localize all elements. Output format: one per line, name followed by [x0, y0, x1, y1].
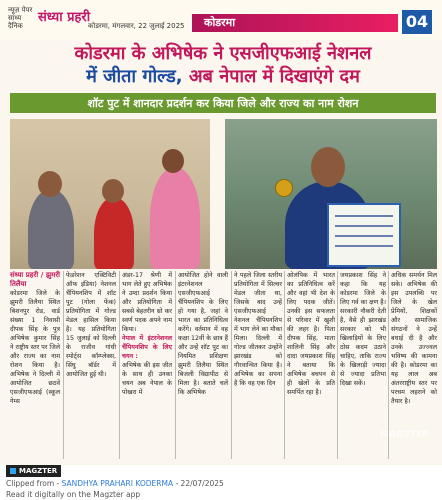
clip-prefix: Clipped from - [6, 479, 62, 488]
column-3b-text: अभिषेक की इस जीत के साथ ही उनका चयन अब नेपाल के पोखरा में [122, 362, 172, 396]
column-3-text: अंडर-17 श्रेणी में भाग लेते हुए अभिषेक ने उम्दा प्रदर्शन किया और प्रतियोगिता में सबसे बेहतरीन थ्रो कर स्वर्ण पदक अपने नाम किया। [122, 272, 172, 333]
person-left-head [38, 171, 62, 197]
masthead [8, 6, 188, 32]
section-bar [192, 14, 398, 32]
athlete-photo [225, 119, 437, 269]
magzter-logo-icon [10, 468, 16, 474]
magzter-brand: MAGZTER [19, 467, 58, 475]
article-column-2: फेडरेशन एक्टिविटी ऑफ इंडिया) नेशनल चैंपियनशिप में शॉट पुट (गोला फेंक) प्रतियोगिता में गोल्ड मेडल हासिल किया है। यह प्रतियोगिता 15 जुलाई को दिल्ली के राजीव गांधी स्पोर्ट्स कॉम्प्लेक्स, सिंघु बॉर्डर में आयोजित हुई थी। [66, 272, 116, 378]
article-column-5: ने पहले जिला स्तरीय प्रतियोगिता में सिल्वर मेडल जीता था, जिसके बाद उन्हें एसजीएफआई नेशनल चैंपियनशिप में भाग लेने का मौका मिला। दिल्ली में गोल्ड जीतकर उन्होंने झारखंड को गौरवान्वित किया है। अभिषेक का सपना है कि वह एक दिन [234, 272, 282, 387]
clip-info [6, 479, 224, 488]
clip-source-link[interactable]: SANDHYA PRAHARI KODERMA [61, 479, 174, 488]
masthead-name: संध्या प्रहरी [38, 10, 91, 25]
watermark: MAGZTER [380, 430, 430, 440]
clip-date: - 22/07/2025 [173, 479, 224, 488]
column-divider [231, 271, 232, 459]
headline-part-b: अब नेपाल में दिखाएंगे दम [182, 66, 360, 87]
article-column-6: ओलंपिक में भारत का प्रतिनिधित्व करें और वहां भी देश के लिए पदक जीतें। उनकी इस सफलता से परिवार में खुशी की लहर है। पिता दीपक सिंह, माता शालिनी सिंह और दादा जयप्रकाश सिंह ने बताया कि अभिषेक बचपन से ही खेलों के प्रति समर्पित रहा है। [287, 272, 335, 396]
subheadline: शॉट पुट में शानदार प्रदर्शन कर किया जिले और राज्य का नाम रोशन [87, 97, 359, 110]
page-number: 04 [402, 10, 432, 34]
person-woman [150, 167, 200, 269]
headline-line-2 [10, 66, 436, 88]
article-column-3 [122, 271, 172, 397]
column-divider [175, 271, 176, 459]
certificate-image [327, 203, 401, 267]
section-label: कोडरमा [204, 16, 236, 29]
person-left [28, 189, 74, 269]
person-athlete-head [102, 179, 124, 203]
person-athlete [94, 197, 134, 269]
magzter-logo[interactable] [6, 465, 61, 477]
headline-line-1: कोडरमा के अभिषेक ने एसजीएफआई नेशनल [74, 43, 372, 64]
column-1-text: कोडरमा जिले के झुमरी तिलैया स्थित बिशनपुर रोड, वार्ड संख्या 1 निवासी दीपक सिंह के पुत्र अभिषेक कुमार सिंह ने राष्ट्रीय स्तर पर जिले और राज्य का नाम रोशन किया है। अभिषेक ने दिल्ली में आयोजित छठवें एसजीएफआई (स्कूल गेम्स [10, 290, 61, 405]
athlete-head [311, 147, 345, 187]
clip-footer [0, 465, 442, 500]
article-column-4: आयोजित होने वाली इंटरनेशनल एसजीएफआई चैंपियनशिप के लिए हो गया है, जहां वे भारत का प्रतिनिधित्व करेंगे। वर्तमान में वह कक्षा 12वीं के छात्र हैं और उन्हें शॉट पुट का नियमित प्रशिक्षण झुमरी तिलैया स्थित बिजली विद्यापीठ से मिला है। बताते चलें कि अभिषेक [178, 272, 228, 396]
column-divider [337, 271, 338, 459]
article-column-1 [10, 271, 60, 406]
subheadline-bar [10, 93, 436, 113]
person-woman-head [162, 149, 184, 173]
headline-part-a: में जीता गोल्ड, [86, 66, 183, 87]
article-column-7: जयप्रकाश सिंह ने कहा कि यह कोडरमा जिले के लिए गर्व का क्षण है। सरकारी नौकरी देती है, वैसे ही झारखंड सरकार को भी खिलाड़ियों के लिए ठोस कदम उठाने चाहिए, ताकि राज्य के खिलाड़ी ज्यादा से ज्यादा प्रतिभा दिखा सकें। [340, 272, 386, 387]
column-divider [63, 271, 64, 459]
column-divider [119, 271, 120, 459]
byline: संध्या प्रहरी / झुमरी तिलैया [10, 271, 60, 288]
medal-icon [275, 179, 293, 197]
column-divider [284, 271, 285, 459]
family-photo [10, 119, 210, 269]
section-subhead: नेपाल में इंटरनेशनल चैंपियनशिप के लिए चयन : [122, 335, 172, 360]
masthead-tagline: न्यूज़ पेपर सांध्य दैनिक [8, 6, 33, 30]
masthead-band [0, 0, 442, 40]
article-body [10, 271, 438, 461]
article-column-8: अधिक समर्थन मिल सके। अभिषेक की इस उपलब्धि पर जिले के खेल प्रेमियों, शिक्षकों और सामाजिक संगठनों ने उन्हें बधाई दी है और उनके उज्ज्वल भविष्य की कामना की है। कोडरमा का यह लाल अब अंतरराष्ट्रीय स्तर पर परचम लहराने को तैयार है। [391, 272, 437, 405]
read-digitally-text: Read it digitally on the Magzter app [6, 490, 141, 499]
masthead-date: कोडरमा, मंगलवार, 22 जुलाई 2025 [88, 22, 185, 30]
